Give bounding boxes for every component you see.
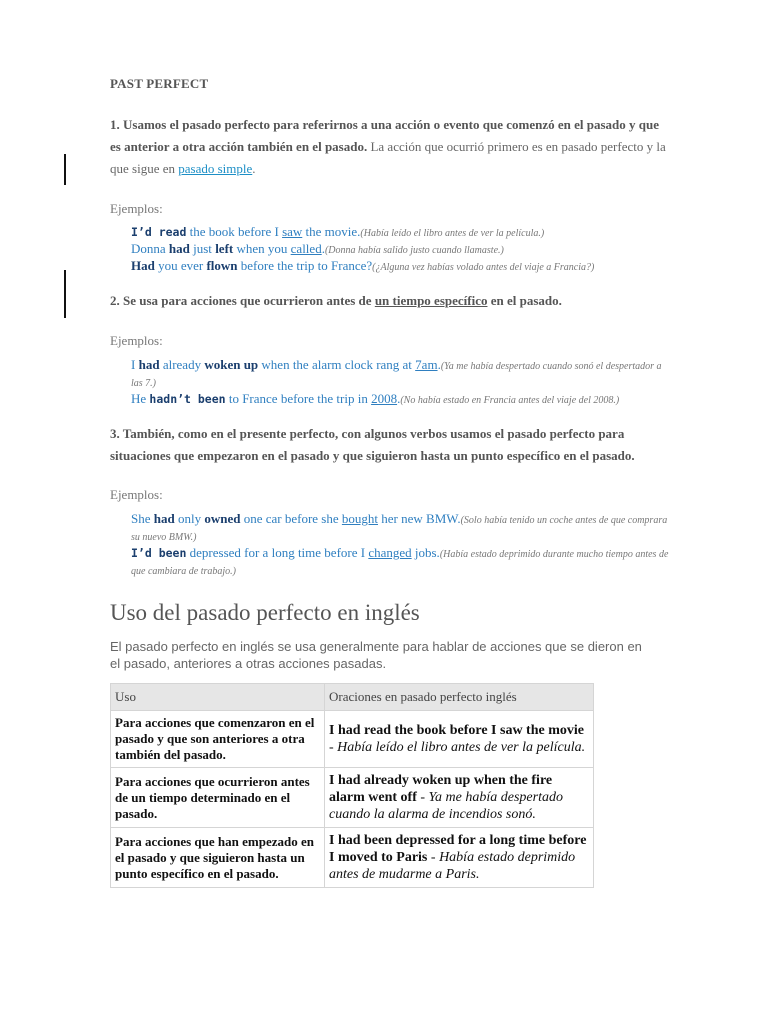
column-header: Oraciones en pasado perfecto inglés bbox=[325, 684, 594, 711]
section-heading: Uso del pasado perfecto en inglés bbox=[110, 600, 420, 625]
example-line: I’d read the book before I saw the movie.(Había leído el libro antes de ver la película.) bbox=[131, 224, 545, 239]
tiempo-especifico-link[interactable]: un tiempo específico bbox=[374, 293, 488, 308]
saw-link[interactable]: saw bbox=[282, 224, 303, 239]
example-list-2 bbox=[131, 357, 671, 408]
section-1-bold: 1. Usamos el pasado perfecto para referirnos a una acción o evento que comenzó en el pasado y que es anterior a otra acción también en el pasado. bbox=[110, 117, 659, 154]
ejemplos-label: Ejemplos: bbox=[110, 487, 163, 502]
example-list-1 bbox=[131, 224, 671, 275]
sentence-cell: I had been depressed for a long time before I moved to Paris - Había estado deprimido antes de mudarme a Paris. bbox=[325, 828, 594, 888]
usage-cell: Para acciones que comenzaron en el pasado y que son anteriores a otra también del pasado. bbox=[111, 711, 325, 768]
usage-table bbox=[110, 683, 594, 888]
sentence-cell: I had already woken up when the fire alarm went off - Ya me había despertado cuando la alarma de incendios sonó. bbox=[325, 768, 594, 828]
example-line: Donna had just left when you called.(Donna había salido justo cuando llamaste.) bbox=[131, 241, 504, 256]
table-header-row bbox=[111, 684, 594, 711]
example-list-3 bbox=[131, 511, 671, 579]
usage-cell: Para acciones que ocurrieron antes de un tiempo determinado en el pasado. bbox=[111, 768, 325, 828]
sentence-cell: I had read the book before I saw the movie - Había leído el libro antes de ver la película. bbox=[325, 711, 594, 768]
changed-link[interactable]: changed bbox=[368, 545, 412, 560]
ejemplos-label: Ejemplos: bbox=[110, 201, 163, 216]
ejemplos-label: Ejemplos: bbox=[110, 333, 163, 348]
called-link[interactable]: called bbox=[290, 241, 322, 256]
section-3-paragraph: 3. También, como en el presente perfecto, con algunos verbos usamos el pasado perfecto para situaciones que empezaron en el pasado y que siguieron hasta un punto específico en el pasado. bbox=[110, 426, 635, 463]
margin-bar bbox=[64, 270, 66, 318]
column-header: Uso bbox=[111, 684, 325, 711]
section-2-paragraph: 2. Se usa para acciones que ocurrieron antes de un tiempo específico en el pasado. bbox=[110, 293, 562, 308]
table-row bbox=[111, 828, 594, 888]
usage-cell: Para acciones que han empezado en el pasado y que siguieron hasta un punto específico en el pasado. bbox=[111, 828, 325, 888]
example-line: He hadn’t been to France before the trip in 2008.(No había estado en Francia antes del viaje del 2008.) bbox=[131, 391, 620, 406]
page-title: PAST PERFECT bbox=[110, 76, 209, 91]
intro-paragraph: El pasado perfecto en inglés se usa generalmente para hablar de acciones que se dieron en el pasado, anteriores a otras acciones pasadas. bbox=[110, 639, 642, 671]
2008-link[interactable]: 2008 bbox=[371, 391, 398, 406]
section-1-paragraph: 1. Usamos el pasado perfecto para referirnos a una acción o evento que comenzó en el pasado y que es anterior a otra acción también en el pasado. La acción que ocurrió primero es en pasado perfecto y la que sigue en pasado simple. bbox=[110, 117, 666, 176]
bought-link[interactable]: bought bbox=[341, 511, 379, 526]
example-line: Had you ever flown before the trip to France?(¿Alguna vez habías volado antes del viaje a Francia?) bbox=[131, 258, 595, 273]
pasado-simple-link[interactable]: pasado simple bbox=[178, 161, 253, 176]
example-line: I’d been depressed for a long time before I changed jobs.(Había estado deprimido durante mucho tiempo antes de que cambiara de trabajo.) bbox=[131, 545, 669, 577]
table-row bbox=[111, 711, 594, 768]
example-line: She had only owned one car before she bought her new BMW.(Solo había tenido un coche antes de que comprara su nuevo BMW.) bbox=[131, 511, 668, 543]
margin-bar bbox=[64, 154, 66, 185]
section-1-text: La acción que ocurrió primero es en pasado perfecto y la que sigue en bbox=[110, 139, 666, 176]
7am-link[interactable]: 7am bbox=[415, 357, 438, 372]
example-line: I had already woken up when the alarm clock rang at 7am.(Ya me había despertado cuando sonó el despertador a las 7.) bbox=[131, 357, 662, 389]
table-row bbox=[111, 768, 594, 828]
